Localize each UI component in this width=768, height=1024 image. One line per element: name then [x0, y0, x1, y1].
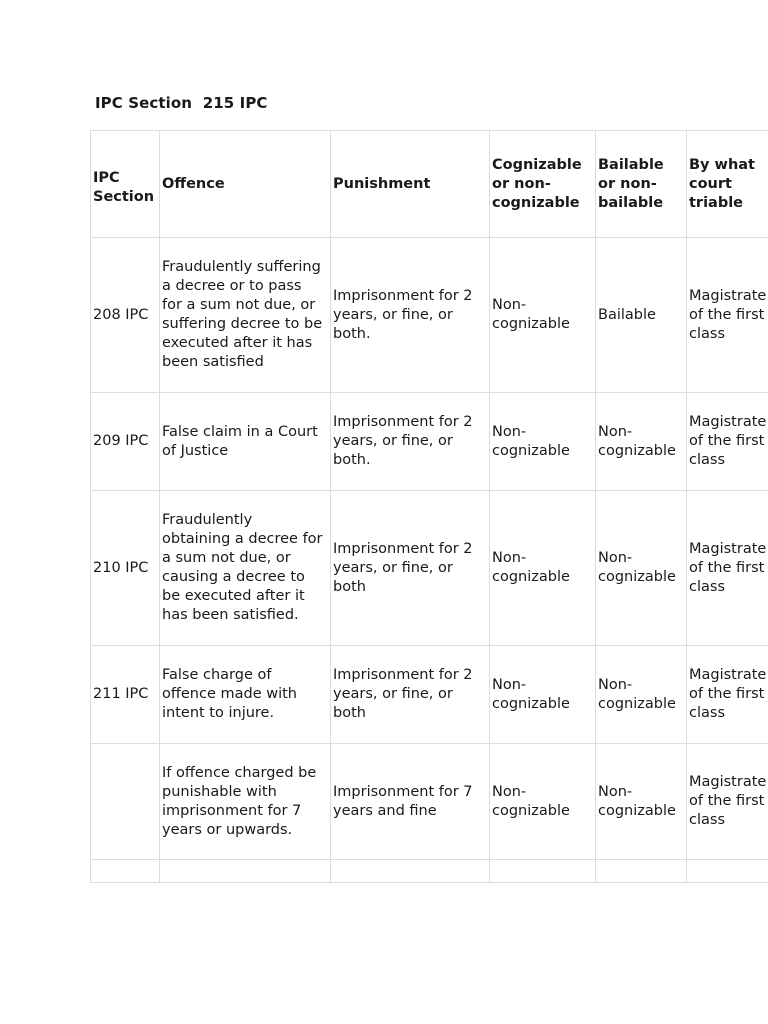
cell-empty	[687, 860, 768, 883]
cell-section	[91, 744, 160, 860]
cell-empty	[490, 860, 596, 883]
cell-bailable: Non- cognizable	[596, 491, 687, 646]
cell-court: Magistrate of the first class	[687, 491, 768, 646]
cell-offence: If offence charged be punishable with imprisonment for 7 years or upwards.	[160, 744, 331, 860]
table-header-row	[91, 131, 768, 238]
cell-section: 208 IPC	[91, 238, 160, 393]
cell-bailable: Non- cognizable	[596, 744, 687, 860]
cell-punishment: Imprisonment for 2 years, or fine, or both	[331, 646, 490, 744]
cell-empty	[91, 860, 160, 883]
table-row-empty	[91, 860, 768, 883]
header-bailable: Bailable or non- bailable	[596, 131, 687, 238]
cell-section: 210 IPC	[91, 491, 160, 646]
cell-bailable: Non- cognizable	[596, 393, 687, 491]
cell-empty	[596, 860, 687, 883]
cell-punishment: Imprisonment for 2 years, or fine, or both	[331, 491, 490, 646]
cell-punishment: Imprisonment for 2 years, or fine, or both.	[331, 238, 490, 393]
cell-cognizable: Non- cognizable	[490, 646, 596, 744]
header-ipc-section: IPC Section	[91, 131, 160, 238]
table-row	[91, 744, 768, 860]
table-row	[91, 491, 768, 646]
header-punishment: Punishment	[331, 131, 490, 238]
cell-bailable: Bailable	[596, 238, 687, 393]
cell-court: Magistrate of the first class	[687, 744, 768, 860]
header-offence: Offence	[160, 131, 331, 238]
cell-cognizable: Non- cognizable	[490, 238, 596, 393]
ipc-offence-table	[90, 130, 768, 883]
cell-offence: Fraudulently obtaining a decree for a sum not due, or causing a decree to be executed after it has been satisfied.	[160, 491, 331, 646]
cell-offence: False claim in a Court of Justice	[160, 393, 331, 491]
cell-court: Magistrate of the first class	[687, 646, 768, 744]
cell-offence: False charge of offence made with intent to injure.	[160, 646, 331, 744]
cell-punishment: Imprisonment for 7 years and fine	[331, 744, 490, 860]
table-row	[91, 646, 768, 744]
cell-empty	[160, 860, 331, 883]
cell-cognizable: Non- cognizable	[490, 491, 596, 646]
page-title: IPC Section 215 IPC	[95, 94, 268, 112]
cell-section: 211 IPC	[91, 646, 160, 744]
cell-court: Magistrate of the first class	[687, 238, 768, 393]
header-court-triable: By what court triable	[687, 131, 768, 238]
cell-empty	[331, 860, 490, 883]
table-row	[91, 393, 768, 491]
cell-offence: Fraudulently suffering a decree or to pass for a sum not due, or suffering decree to be executed after it has been satisfied	[160, 238, 331, 393]
cell-cognizable: Non- cognizable	[490, 393, 596, 491]
table-row	[91, 238, 768, 393]
cell-section: 209 IPC	[91, 393, 160, 491]
cell-punishment: Imprisonment for 2 years, or fine, or both.	[331, 393, 490, 491]
header-cognizable: Cognizable or non- cognizable	[490, 131, 596, 238]
cell-bailable: Non- cognizable	[596, 646, 687, 744]
cell-court: Magistrate of the first class	[687, 393, 768, 491]
cell-cognizable: Non- cognizable	[490, 744, 596, 860]
